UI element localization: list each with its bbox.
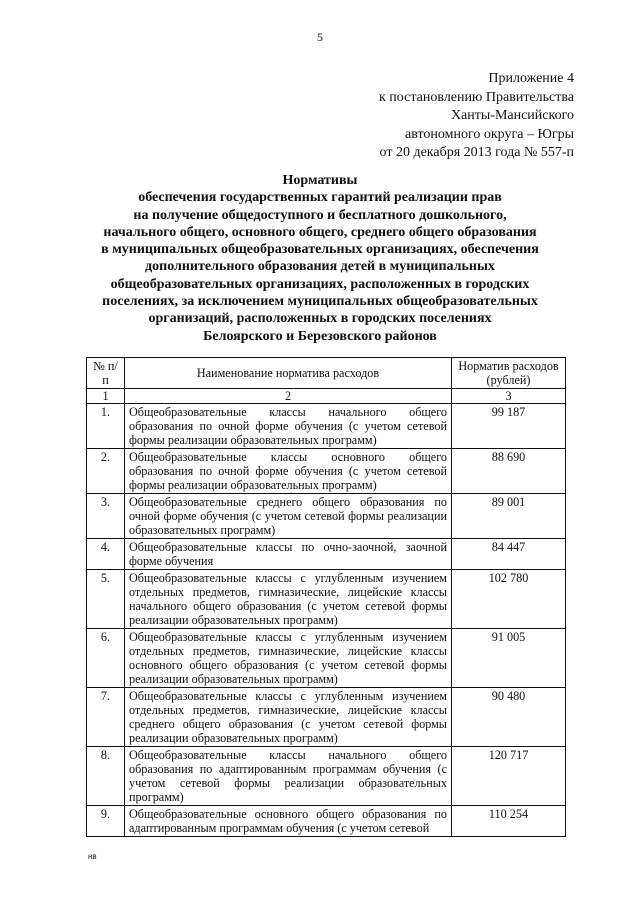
title-line: начального общего, основного общего, среднего общего образования (103, 224, 537, 240)
row-name: Общеобразовательные классы с углубленным изучением отдельных предметов, гимназические, лицейские классы начального общего образования (с учетом сетевой формы реализации образовательных программ) (125, 570, 452, 629)
title-line: в муниципальных общеобразовательных организациях, обеспечения (101, 242, 539, 258)
title-line: общеобразовательных организациях, расположенных в городских (110, 276, 530, 292)
table-row (87, 494, 566, 539)
table-row (87, 688, 566, 747)
header-value: Норматив расходов (рублей) (452, 358, 566, 389)
title-line: обеспечения государственных гарантий реализации прав (138, 190, 502, 206)
title-line: Белоярского и Березовского районов (203, 328, 437, 344)
page-number: 5 (317, 30, 323, 44)
table-header-row (87, 358, 566, 389)
appendix-line: от 20 декабря 2013 года № 557-п (379, 145, 574, 160)
appendix-line: Приложение 4 (488, 71, 574, 86)
row-name: Общеобразовательные классы по очно-заочной, заочной форме обучения (125, 539, 452, 570)
table-row (87, 629, 566, 688)
column-number-row (87, 389, 566, 404)
row-value: 110 254 (452, 806, 566, 837)
column-number: 2 (125, 389, 452, 404)
row-name: Общеобразовательные классы основного общего образования по очной форме обучения (с учетом сетевой формы реализации образовательных программ) (125, 449, 452, 494)
norms-table (86, 357, 566, 837)
table-row (87, 404, 566, 449)
row-value: 99 187 (452, 404, 566, 449)
table-row (87, 449, 566, 494)
row-number: 5. (87, 570, 125, 629)
row-name: Общеобразовательные классы начального общего образования по очной форме обучения (с учетом сетевой формы реализации образовательных программ) (125, 404, 452, 449)
appendix-line: к постановлению Правительства (378, 89, 574, 105)
title-line: поселениях, за исключением муниципальных общеобразовательных (102, 294, 538, 310)
table-row (87, 570, 566, 629)
title-line: организаций, расположенных в городских поселениях (148, 311, 492, 327)
table-row (87, 806, 566, 837)
row-value: 120 717 (452, 747, 566, 806)
header-name: Наименование норматива расходов (125, 358, 452, 389)
row-number: 8. (87, 747, 125, 806)
title-line: на получение общедоступного и бесплатного дошкольного, (133, 207, 507, 223)
row-value: 84 447 (452, 539, 566, 570)
row-value: 89 001 (452, 494, 566, 539)
row-name: Общеобразовательные среднего общего образования по очной форме обучения (с учетом сетевой формы реализации образовательных программ) (125, 494, 452, 539)
row-name: Общеобразовательные основного общего образования по адаптированным программам обучения (с учетом сетевой (125, 806, 452, 837)
row-number: 1. (87, 404, 125, 449)
title-line: Нормативы (282, 173, 358, 188)
column-number: 1 (87, 389, 125, 404)
appendix-block (379, 70, 574, 163)
row-value: 102 780 (452, 570, 566, 629)
row-number: 3. (87, 494, 125, 539)
footer-mark: нв (88, 852, 97, 861)
header-number: № п/п (87, 358, 125, 389)
row-number: 4. (87, 539, 125, 570)
row-value: 88 690 (452, 449, 566, 494)
row-number: 6. (87, 629, 125, 688)
column-number: 3 (452, 389, 566, 404)
row-name: Общеобразовательные классы с углубленным изучением отдельных предметов, гимназические, лицейские классы среднего общего образования (с учетом сетевой формы реализации образовательных программ) (125, 688, 452, 747)
row-number: 7. (87, 688, 125, 747)
table-row (87, 747, 566, 806)
title-line: дополнительного образования детей в муниципальных (145, 259, 495, 275)
document-title (80, 172, 560, 345)
row-value: 90 480 (452, 688, 566, 747)
row-number: 9. (87, 806, 125, 837)
row-value: 91 005 (452, 629, 566, 688)
row-name: Общеобразовательные классы с углубленным изучением отдельных предметов, гимназические, лицейские классы основного общего образования (с учетом сетевой формы реализации образовательных программ) (125, 629, 452, 688)
table-row (87, 539, 566, 570)
appendix-line: автономного округа – Югры (405, 126, 574, 142)
row-number: 2. (87, 449, 125, 494)
appendix-line: Ханты-Мансийского (450, 108, 574, 123)
row-name: Общеобразовательные классы начального общего образования по адаптированным программам обучения (с учетом сетевой формы реализации образовательных программ) (125, 747, 452, 806)
